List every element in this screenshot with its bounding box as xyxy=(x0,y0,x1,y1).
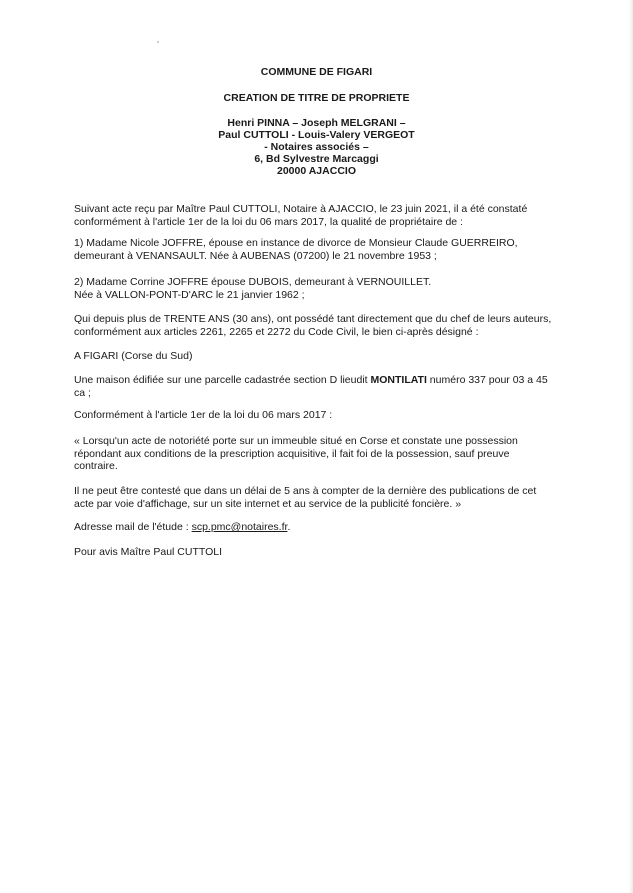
paragraph-deed-intro xyxy=(74,203,556,228)
paragraph-text xyxy=(74,521,556,534)
paragraph-law-quote-2 xyxy=(74,485,556,510)
notary-line: - Notaires associés – xyxy=(264,141,369,153)
paragraph-possession xyxy=(74,313,556,338)
notary-line: Paul CUTTOLI - Louis-Valery VERGEOT xyxy=(218,129,415,141)
paragraph-owner-1 xyxy=(74,237,556,262)
commune-heading: COMMUNE DE FIGARI xyxy=(260,66,373,78)
paragraph-line: 2) Madame Corrine JOFFRE épouse DUBOIS, demeurant à VERNOUILLET. xyxy=(74,276,432,288)
notary-address: 6, Bd Sylvestre Marcaggi xyxy=(254,153,379,165)
paragraph-line: Née à VALLON-PONT-D'ARC le 21 janvier 1962 ; xyxy=(74,288,305,301)
paragraph-text: Conformément à l'article 1er de la loi du 06 mars 2017 : xyxy=(74,409,333,421)
paragraph-law-quote-1 xyxy=(74,435,556,473)
paragraph-text: « Lorsqu'un acte de notoriété porte sur un immeuble situé en Corse et constate une possession répondant aux conditions de la prescription acquisitive, il fait foi de la possession, sauf preuve contraire. xyxy=(74,435,518,472)
email-link[interactable]: scp.pmc@notaires.fr xyxy=(191,521,288,533)
document-title: CREATION DE TITRE DE PROPRIETE xyxy=(223,92,410,104)
paragraph-text: A FIGARI (Corse du Sud) xyxy=(74,350,193,362)
paragraph-location xyxy=(74,350,556,363)
notary-line: Henri PINNA – Joseph MELGRANI – xyxy=(227,117,406,129)
paragraph-text: Suivant acte reçu par Maître Paul CUTTOLI, Notaire à AJACCIO, le 23 juin 2021, il a été constaté conformément à l'article 1er de la loi du 06 mars 2017, la qualité de propriétaire de : xyxy=(74,203,528,228)
paragraph-text: Qui depuis plus de TRENTE ANS (30 ans), ont possédé tant directement que du chef de leurs auteurs, conformément aux articles 2261, 2265 et 2272 du Code Civil, le bien ci-après désigné : xyxy=(74,313,552,338)
notary-block xyxy=(0,117,633,177)
property-text-start: Une maison édifiée sur une parcelle cadastrée section D lieudit xyxy=(74,374,371,386)
paragraph-owner-2 xyxy=(74,276,556,301)
paragraph-text: Pour avis Maître Paul CUTTOLI xyxy=(74,546,223,558)
paragraph-contact xyxy=(74,521,556,534)
paragraph-text: 1) Madame Nicole JOFFRE, épouse en instance de divorce de Monsieur Claude GUERREIRO, demeurant à VENANSAULT. Née à AUBENAS (07200) le 21 novembre 1953 ; xyxy=(74,237,518,262)
email-label: Adresse mail de l'étude : xyxy=(74,521,192,533)
paragraph-signature xyxy=(74,546,556,559)
paragraph-property xyxy=(74,374,556,399)
property-text-end: numéro 337 pour 03 a 45 ca ; xyxy=(74,374,548,399)
email-period: . xyxy=(287,521,291,533)
lieudit-name: MONTILATI xyxy=(370,374,427,386)
scan-speck xyxy=(157,41,159,43)
paragraph-law-reference xyxy=(74,409,556,422)
paragraph-text: Il ne peut être contesté que dans un délai de 5 ans à compter de la dernière des publications de cet acte par voie d'affichage, sur un site internet et au service de la publicité foncière. » xyxy=(74,485,537,510)
notary-city: 20000 AJACCIO xyxy=(277,165,356,177)
paragraph-text xyxy=(74,374,556,399)
